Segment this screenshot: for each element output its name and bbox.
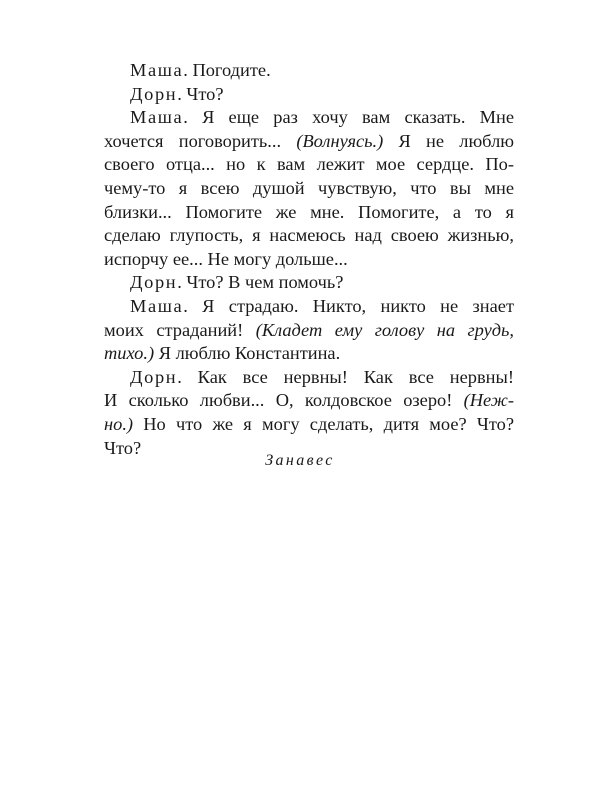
speaker-name: Маша bbox=[130, 295, 184, 316]
line-text: . Что? В чем помочь? bbox=[177, 272, 344, 293]
line-text: Я люблю Константина. bbox=[154, 343, 341, 364]
line-text: . Как все нервны! Как все нервны! bbox=[177, 366, 514, 387]
speaker-name: Дорн bbox=[130, 272, 178, 293]
speaker-name: Маша bbox=[130, 60, 184, 80]
stage-direction: тихо.) bbox=[104, 343, 155, 364]
speaker-name: Дорн bbox=[130, 83, 178, 104]
text-line bbox=[104, 248, 514, 272]
stage-direction: но.) bbox=[104, 413, 134, 434]
line-text: хочется поговорить... bbox=[104, 130, 297, 151]
line-text: Но что же я могу сделать, дитя мое? Что? bbox=[133, 413, 514, 434]
line-text: . Что? bbox=[177, 83, 224, 104]
speaker-name: Маша bbox=[130, 107, 184, 128]
line-text: близки... Помогите же мне. Помогите, а то я bbox=[104, 201, 514, 222]
line-text: И сколько любви... О, колдовское озеро! bbox=[104, 390, 464, 411]
line-text: своего отца... но к вам лежит мое сердце. По- bbox=[104, 154, 514, 175]
text-line bbox=[104, 342, 514, 366]
text-line bbox=[104, 130, 514, 154]
text-line bbox=[104, 201, 514, 225]
line-text: моих страданий! bbox=[104, 319, 256, 340]
line-text: . Погодите. bbox=[183, 60, 271, 80]
text-line bbox=[104, 106, 514, 130]
text-line bbox=[104, 271, 514, 295]
text-line bbox=[104, 153, 514, 177]
line-text: чему-то я всею душой чувствую, что вы мне bbox=[104, 177, 514, 198]
stage-direction: (Неж- bbox=[463, 390, 514, 411]
text-line bbox=[104, 224, 514, 248]
curtain-heading: Занавес bbox=[265, 452, 335, 469]
stage-direction: (Волнуясь.) bbox=[296, 130, 384, 151]
text-line bbox=[104, 319, 514, 343]
text-line bbox=[104, 366, 514, 390]
text-line bbox=[104, 59, 514, 83]
play-text bbox=[104, 59, 514, 460]
speaker-name: Дорн bbox=[130, 366, 178, 387]
line-text: Я не люблю bbox=[383, 130, 515, 151]
line-text: сделаю глупость, я насмеюсь над своею жизнью, bbox=[104, 225, 514, 246]
line-text: испорчу ее... Не могу дольше... bbox=[104, 248, 348, 269]
line-text: . Я страдаю. Никто, никто не знает bbox=[183, 295, 514, 316]
text-line bbox=[104, 295, 514, 319]
stage-direction: (Кладет ему голову на грудь, bbox=[255, 319, 514, 340]
line-text: . Я еще раз хочу вам сказать. Мне bbox=[183, 107, 514, 128]
line-text: Что? bbox=[104, 437, 142, 458]
text-line bbox=[104, 177, 514, 201]
text-line bbox=[104, 83, 514, 107]
text-line bbox=[104, 413, 514, 437]
text-line bbox=[104, 389, 514, 413]
